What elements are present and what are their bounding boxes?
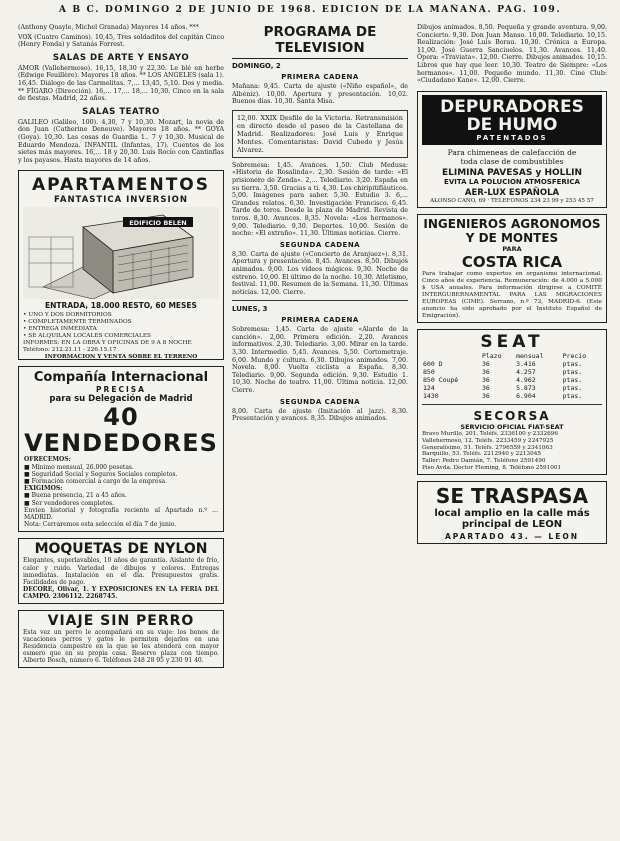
table-row — [422, 384, 602, 392]
ofrecemos-item: ■ Seguridad Social y Seguros Sociales completos. — [24, 470, 178, 478]
bullet-item: • SE ALQUILAN LOCALES COMERCIALES — [23, 333, 152, 340]
building-illustration — [23, 207, 219, 299]
depuradores-title2: DE HUMO — [466, 114, 558, 135]
tv-title: PROGRAMA DE TELEVISION — [232, 24, 408, 59]
compania-precisa: PRECISA — [96, 385, 146, 395]
tv-sobremesa: Sobremesa: 1,45. Avances. 1,50. Club Medusa: «Historia de Rosalinda». 2,30. Sesión de tarde: «El prisionero de Zenda». 2,... Telediario. 3,20. España en su tierra. 3,50. Gracias a ti. 4,30. Los chiripitifláuticos. 5,00. Imágenes para saber. 5,30. Estudio 3. 6,... Grandes relatos. 6,30. Investigación Francisco. 6,45. Tarde de toros. Desde la plaza de Madrid. Revista de toros. 8,30. Avances. 8,35. Novela: «Los hermanos». 9,00. Telediario. 9,30. Deportes. 10,00. Sesión de noche: «El extraño». 11,30. Últimas noticias. Cierre. — [232, 161, 408, 238]
bullet-item: • UNO Y DOS DORMITORIOS — [23, 312, 112, 319]
ingenieros-title2: Y DE MONTES — [465, 230, 559, 245]
compania-body — [24, 456, 218, 528]
depuradores-brand: AER-LUX ESPAÑOLA — [464, 187, 560, 198]
table-cell: Plazo — [481, 351, 502, 360]
tv-day: LUNES, 3 — [232, 305, 268, 314]
table-cell: 36 — [481, 359, 490, 368]
divider — [232, 300, 408, 301]
column-tv — [232, 24, 408, 836]
table-cell: 4.962 — [516, 375, 536, 384]
table-cell: 124 — [423, 383, 435, 392]
apartamentos-entrada: ENTRADA, 18.000 RESTO, 60 MESES — [45, 301, 197, 311]
depuradores-title: DEPURADORES — [440, 96, 584, 117]
apartamentos-phone: Teléfono: 212.21.11 - 226.15.17 — [23, 347, 117, 354]
secorsa-line: Generalísimo, 51. Teléfs. 2796559 y 2341063 — [422, 444, 553, 451]
moquetas-text: Elegantes, superlavables, 10 años de garantía. Aislante de frío, calor y ruido. Variedad de dibujos y colores. Entregas inmediatas. Instalación en el día. Presupuestos gratis. Facilidades de pago. — [23, 557, 219, 586]
apartamentos-ad — [18, 170, 224, 360]
tv-day: DOMINGO, 2 — [232, 62, 281, 70]
traspasa-footer: APARTADO 43. — LEON — [445, 532, 579, 542]
tv-channel: PRIMERA CADENA — [281, 73, 359, 81]
viaje-title: VIAJE SIN PERRO — [47, 612, 195, 629]
seat-price-table — [422, 352, 602, 400]
tv-segunda-text: 8,30. Carta de ajuste («Concierto de Aranjuez»). 8,31. Apertura y presentación. 8,45. Avances. 8,50. Dibujos animados. 9,00. Los vídeos mágicos. 9,30. Noche de estreno. 10,00. El último de la noche. 10,30. Atletismo, festival. 11,00. Resumen de la Semana. 11,30. Últimas noticias. 12,00. Cierre. — [232, 250, 408, 296]
ofrecemos-item: ■ Formación comercial a cargo de la empresa. — [24, 477, 168, 485]
apartamentos-subtitle: FANTASTICA INVERSION — [54, 195, 188, 206]
traspasa-ad — [417, 481, 607, 544]
ingenieros-title: INGENIEROS AGRONOMOS — [423, 216, 601, 231]
table-cell: 36 — [481, 391, 490, 400]
tv-continued: Dibujos animados. 8,50. Pequeña y grande aventura. 9,00. Concierto. 9,30. Don Juan Manso. 10,00. Telediario. 10,15. Realización: José Luis Borau. 10,30. Crónica a Europa. 11,00. José Guerra Sanciuelos. 11,30. Avances. 11,40. Ópera: «Traviata». 12,00. Cierre. Dibujos animados. 10,15. Libros que hay que leer. 10,30. Teatro de Siempre: «Los hermanos». 11,00. Pequeño mundo. 11,30. Cine Club: «Ciudadano Kane». 12,00. Cierre. — [417, 24, 607, 85]
secorsa-lines — [422, 431, 602, 472]
divider — [422, 404, 602, 405]
table-cell: 36 — [481, 383, 490, 392]
exigimos-label: EXIGIMOS: — [24, 485, 63, 493]
traspasa-title: SE TRASPASA — [435, 484, 589, 509]
depuradores-line: Para chimeneas de calefacción de — [447, 147, 577, 157]
compania-title: Compañía Internacional — [33, 370, 209, 386]
salas-teatro-title: SALAS TEATRO — [82, 106, 160, 117]
viaje-ad — [18, 610, 224, 668]
listing-paragraph: (Anthony Quayle, Michel Granada) Mayores 14 años. *** — [18, 24, 199, 31]
table-cell: 600 D — [423, 359, 443, 368]
moquetas-decor: DECORE, Olivar, 1. Y EXPOSICIONES EN LA FERIA DEL CAMPO. 2306112. 2268745. — [23, 586, 219, 601]
table-row — [422, 360, 602, 368]
table-cell: ptas. — [562, 359, 583, 368]
secorsa-line: Taller: Pedro Damián, 7. Teléfono 2591490 — [422, 458, 546, 465]
listing-paragraph: VOX (Cuatro Caminos). 10,45, Tres soldaditos del capitán Cinco (Henry Fonda) y Satanás Forrest. — [18, 33, 224, 49]
table-cell: ptas. — [562, 391, 583, 400]
apartamentos-footer: INFORMACION Y VENTA SOBRE EL TERRENO — [44, 354, 198, 361]
compania-envio: Envíen historial y fotografía reciente al Apartado n.º ... MADRID. — [24, 506, 218, 521]
tv-channel: SEGUNDA CADENA — [279, 240, 361, 249]
table-row — [422, 392, 602, 400]
depuradores-banner — [422, 95, 602, 145]
table-cell: ptas. — [562, 375, 583, 384]
tv-highlight-box: 12,00. XXIX Desfile de la Victoria. Retransmisión en directo desde el paseo de la Castellana de Madrid. Realizadores: José Luis y Enrique Montes. Comentaristas: David Cubedo y Jesús Alvarez. — [232, 110, 408, 158]
tv-morning: Mañana: 9,45. Carta de ajuste («Niño español», de Albéniz). 10,00. Apertura y presentación. 10,02. Buenos días. 10,30. Santa Misa. — [232, 83, 408, 106]
exigimos-item: ■ Buena presencia, 21 a 45 años. — [24, 492, 127, 500]
salas-arte-title: SALAS DE ARTE Y ENSAYO — [52, 52, 190, 63]
table-cell: ptas. — [562, 383, 583, 392]
tv-lunes-text: Sobremesa: 1,45. Carta de ajuste «Alarde de la canción». 2,00. Primera edición. 2,20. Avances informativos. 2,30. Telediario. 3,00. Mirar en la tarde. 3,30. Intermedio. 5,45. Avances. 5,50. Cortometraje. 6,00. Mundo y cultura. 6,30. Dibujos animados. 7,00. Novela. 8,00. Vuelta ciclista a España. 8,30. Telediario. 9,00. Segunda edición. 9,30. Estudio 1. 10,30. Noche de teatro. 11,00. Última noticia. 12,00. Cierre. — [232, 326, 408, 395]
compania-nota: Nota: Cerraremos esta selección el día 7 de junio. — [24, 521, 177, 529]
ingenieros-para: PARA — [502, 244, 522, 253]
secorsa-servicio: SERVICIO OFICIAL FIAT-SEAT — [460, 422, 564, 431]
table-cell: 850 Coupé — [423, 375, 459, 384]
depuradores-ad — [417, 91, 607, 208]
ingenieros-ad — [417, 214, 607, 323]
tv-channel: SEGUNDA CADENA — [279, 397, 361, 406]
table-cell: ptas. — [562, 367, 583, 376]
depuradores-line: toda clase de combustibles — [460, 156, 564, 166]
ingenieros-text: Para trabajar como expertos en organismo internacional. Cinco años de experiencia. Remuneración: de 4.000 a 5.000 $ USA anuales. Para información dirigirse a COMITÉ INTERGUBERNAMENTAL PARA LAS MIGRACIONES EUROPEAS (CIME). Serrano, n.º 73, MADRID-6. (Este anuncio ha sido aprobado por el Instituto Español de Emigración). — [422, 270, 602, 319]
compania-para: para su Delegación de Madrid — [49, 394, 193, 405]
exigimos-item: ■ Ser vendedores completos. — [24, 499, 115, 507]
depuradores-address: ALONSO CANO, 69 · TELEFONOS 234 23 99 y 253 45 57 — [430, 197, 594, 204]
apartamentos-info: INFORMES: EN LA OBRA Y OFICINAS DE 9 A 8 NOCHE — [23, 340, 192, 347]
secorsa-line: Piso Avda. Doctor Fleming, 8. Teléfono 2591001 — [422, 465, 562, 472]
table-cell: mensual — [516, 351, 544, 360]
column-left — [18, 24, 224, 836]
ofrecemos-item: ■ Mínimo mensual, 26.000 pesetas. — [24, 463, 134, 471]
salas-teatro-text: GALILEO (Galileo, 100). 4,30, 7 y 10,30. Mozart, la novia de don Juan (Catherine Deneuve). Mayores 18 años. ** GOYA (Goya). 10,30. Las cosas de Guardia 1.. 7 y 10,30. Musical de Eduardo Mendoza. INFANTIL (Infantas, 17). Cuentos de los sietes más mayores. 16,... 18 y 20,30. Luis Rocío con Cantinflas y los payasos. Hasta mayores de 14 años. — [18, 118, 224, 164]
apartamentos-title: APARTAMENTOS — [31, 175, 211, 196]
table-cell: 850 — [423, 367, 435, 376]
secorsa-line: Vallehermoso, 12. Teléfs. 2233459 y 2247925 — [422, 437, 554, 444]
table-row — [422, 352, 602, 360]
compania-big: 40 VENDEDORES — [24, 403, 218, 458]
salas-arte-text: AMOR (Vallehermoso). 16,15, 18,30 y 22,30. Le blé en herbe (Edwige Feuillère). Mayores 18 años. ** LOS ANGELES (sala 1). 16,45. Diálogo de las Carmelitas. 7,... 13,45, 5,10. Dos y media. ** FÍGARO (Dirección). 16,... 17,... 18,... 10,30. Cinco en la sala de fiestas. Madrid, 22 años. — [18, 64, 224, 103]
compania-ad — [18, 366, 224, 532]
secorsa-line: Bravo Murillo, 201. Teléfs. 2336100 y 2332696 — [422, 430, 558, 437]
table-row — [422, 368, 602, 376]
cinema-listings — [18, 24, 224, 49]
building-name: EDIFICIO BELEN — [129, 219, 187, 228]
depuradores-patentados: PATENTADOS — [476, 133, 548, 142]
table-cell — [422, 352, 481, 360]
table-row — [422, 376, 602, 384]
table-cell: 4.257 — [516, 367, 536, 376]
table-cell: 5.873 — [516, 383, 536, 392]
viaje-text: Esta vez un perro le acompañará en su viaje: los bonos de vacaciones perros y gatos le permiten dejarlos en una Residencia campestre en la que se les atenderá con mayor esmero que en su propia casa. Reserve plaza con tiempo. Alberto Bosch, número 6. Teléfonos 248 28 95 y 230 91 40. — [23, 628, 219, 665]
depuradores-line: EVITA LA POLUCION ATMOSFERICA — [444, 177, 580, 186]
moquetas-title: MOQUETAS DE NYLON — [34, 541, 208, 558]
bullet-item: • COMPLETAMENTE TERMINADOS — [23, 319, 132, 326]
column-right — [417, 24, 607, 836]
table-cell: 6.904 — [516, 391, 536, 400]
secorsa-title: SECORSA — [473, 408, 551, 423]
moquetas-ad — [18, 538, 224, 603]
seat-ad — [417, 329, 607, 475]
table-cell: 3.416 — [516, 359, 536, 368]
seat-title: SEAT — [480, 331, 544, 352]
table-cell: 1430 — [423, 391, 439, 400]
table-cell: 36 — [481, 375, 490, 384]
traspasa-line: local amplio en la calle más — [434, 508, 590, 520]
table-cell: Precio — [562, 351, 587, 360]
ingenieros-costa: COSTA RICA — [461, 252, 563, 271]
depuradores-line: ELIMINA PAVESAS y HOLLIN — [441, 167, 582, 178]
bullet-item: • ENTREGA INMEDIATA — [23, 326, 97, 333]
page-header: A B C. DOMINGO 2 DE JUNIO DE 1968. EDICION DE LA MAÑANA. PAG. 109. — [58, 4, 562, 15]
traspasa-line: principal de LEON — [461, 519, 563, 531]
secorsa-line: Barquillo, 53. Teléfs. 2212940 y 2213045 — [422, 451, 541, 458]
table-cell: 36 — [481, 367, 490, 376]
ofrecemos-label: OFRECEMOS: — [24, 456, 71, 464]
apartamentos-bullets — [23, 312, 219, 361]
tv-channel: PRIMERA CADENA — [281, 316, 359, 325]
tv-segunda2-text: 8,00. Carta de ajuste (Imitación al jazz). 8,30. Presentación y avances. 8,35. Dibujos animados. — [232, 407, 408, 423]
